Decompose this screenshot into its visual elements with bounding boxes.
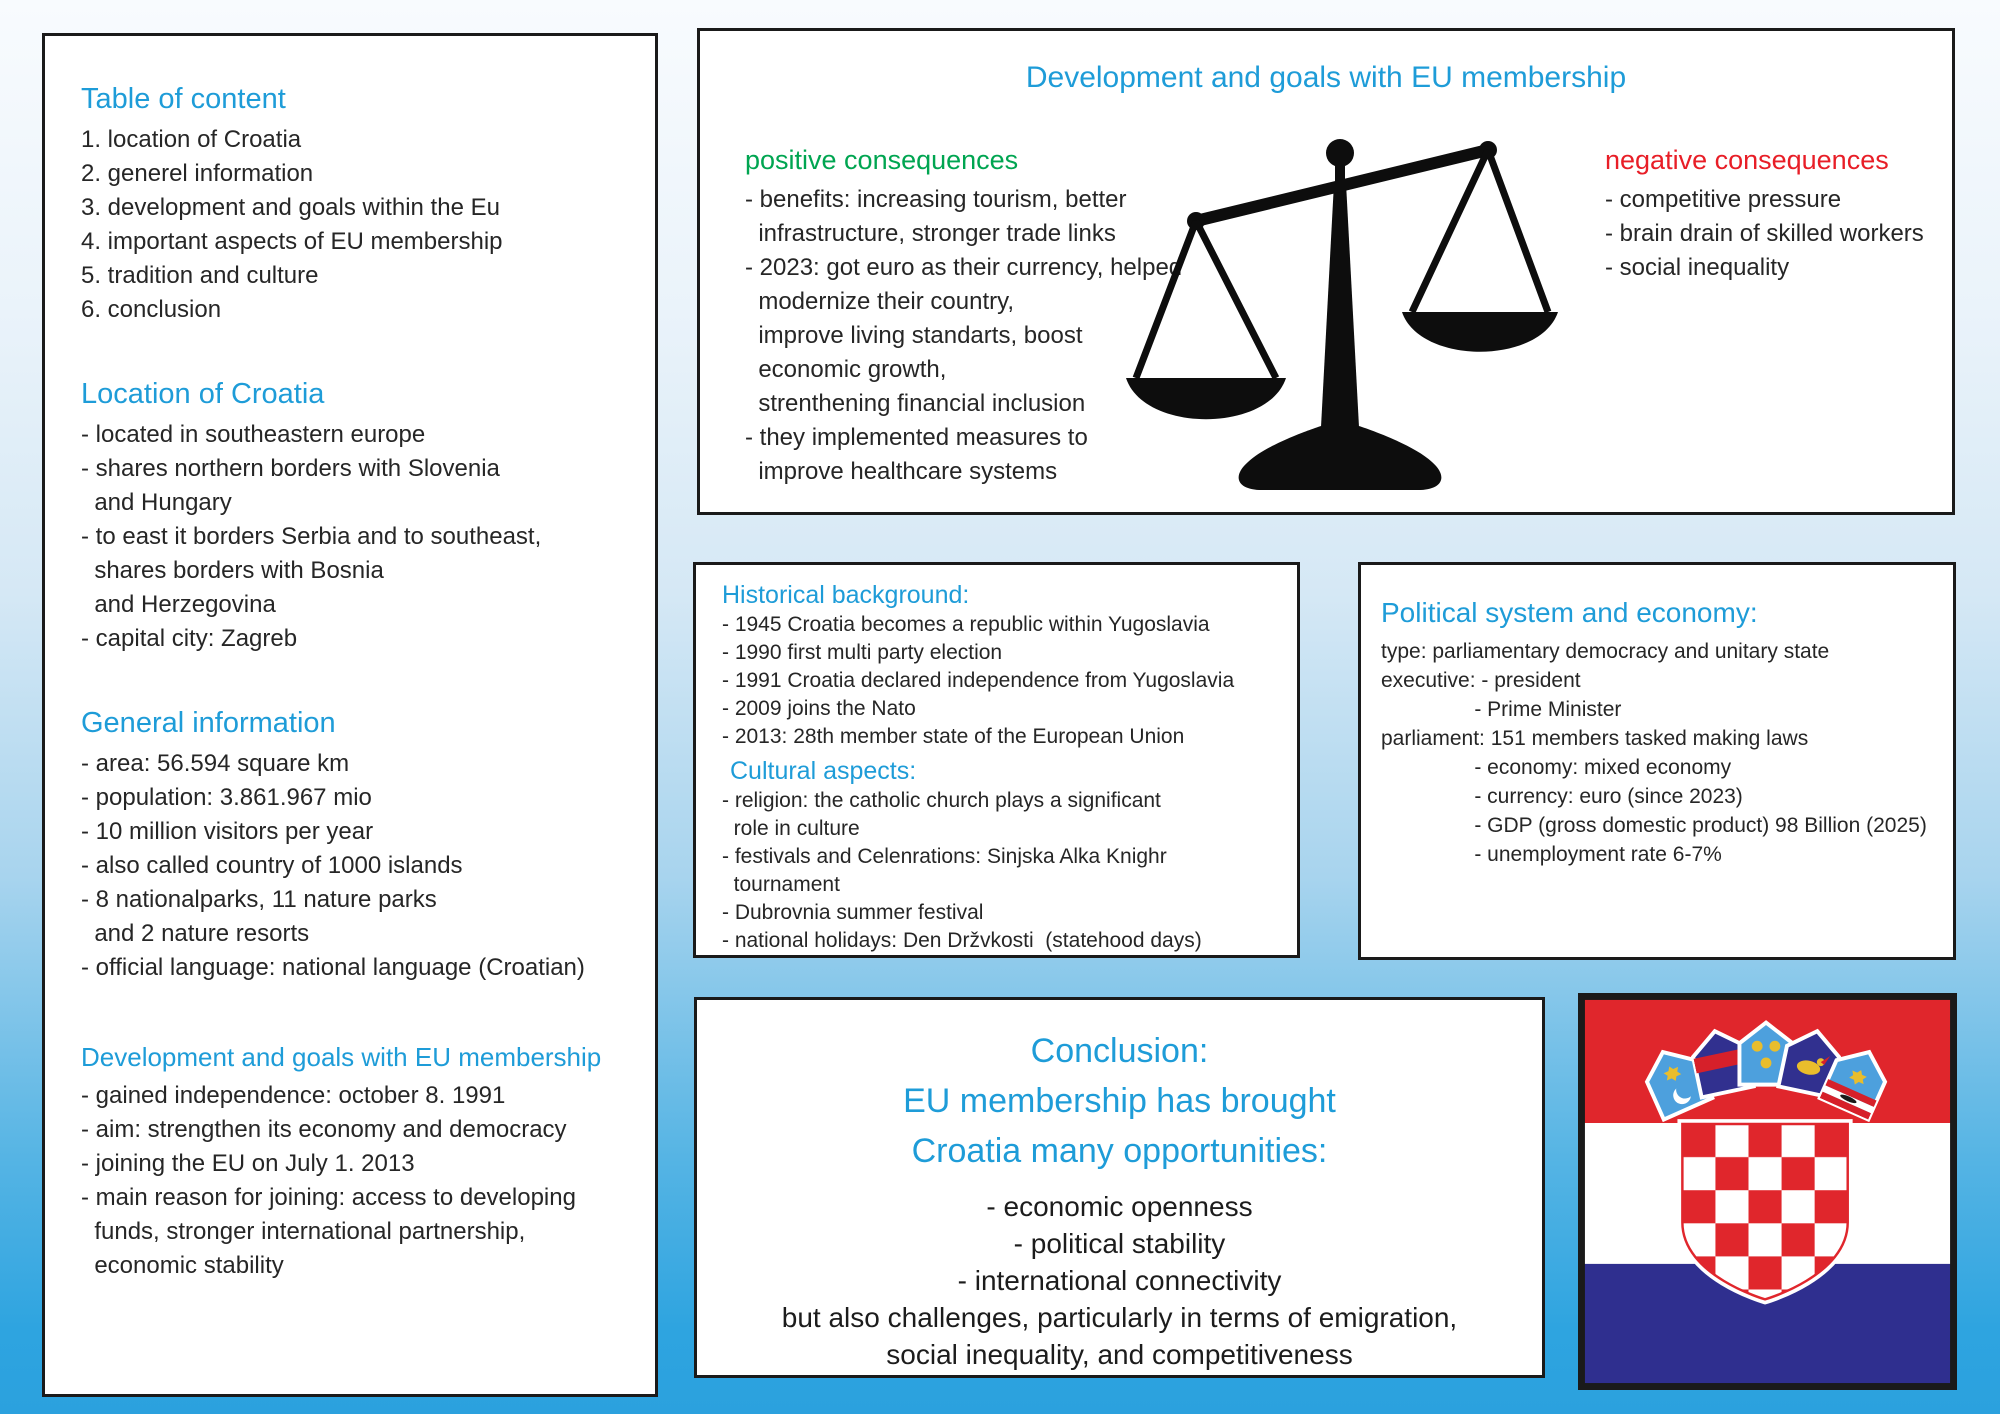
text-line: - located in southeastern europe: [81, 421, 426, 448]
text-line: - shares northern borders with Slovenia: [81, 455, 500, 482]
text-line: and 2 nature resorts: [81, 920, 310, 947]
text-line: 2. generel information: [81, 160, 314, 187]
conclusion-body: [697, 1188, 1542, 1373]
text-line: - brain drain of skilled workers: [1605, 220, 1924, 247]
negative-consequences-title: negative consequences: [1605, 145, 1889, 175]
text-line: - 10 million visitors per year: [81, 818, 374, 845]
text-line: Croatia many opportunities:: [911, 1132, 1328, 1170]
development-list: [81, 1079, 627, 1283]
text-line: improve living standarts, boost: [745, 322, 1083, 349]
text-line: 4. important aspects of EU membership: [81, 228, 503, 255]
text-line: 3. development and goals within the Eu: [81, 194, 500, 221]
text-line: - gained independence: october 8. 1991: [81, 1082, 506, 1109]
text-line: - 2009 joins the Nato: [722, 697, 916, 720]
text-line: - 1991 Croatia declared independence from Yugoslavia: [722, 669, 1235, 692]
text-line: - also called country of 1000 islands: [81, 852, 463, 879]
location-title: Location of Croatia: [81, 378, 325, 410]
text-line: role in culture: [722, 817, 860, 840]
text-line: - 2013: 28th member state of the European Union: [722, 725, 1185, 748]
text-line: - to east it borders Serbia and to southeast,: [81, 523, 542, 550]
text-line: economic growth,: [745, 356, 947, 383]
text-line: - national holidays: Den Držvkosti (statehood days): [722, 929, 1202, 952]
cultural-aspects-list: [722, 787, 1277, 955]
text-line: - religion: the catholic church plays a significant: [722, 789, 1161, 812]
text-line: shares borders with Bosnia: [81, 557, 384, 584]
text-line: executive: - president: [1381, 669, 1581, 692]
text-line: - population: 3.861.967 mio: [81, 784, 372, 811]
text-line: 1. location of Croatia: [81, 126, 302, 153]
text-line: - 1945 Croatia becomes a republic within Yugoslavia: [722, 613, 1210, 636]
text-line: infrastructure, stronger trade links: [745, 220, 1116, 247]
text-line: - social inequality: [1605, 254, 1790, 281]
text-line: - 1990 first multi party election: [722, 641, 1003, 664]
text-line: Conclusion:: [1030, 1032, 1209, 1070]
text-line: - international connectivity: [957, 1265, 1282, 1296]
text-line: strenthening financial inclusion: [745, 390, 1086, 417]
history-culture-panel: [693, 562, 1300, 958]
text-line: funds, stronger international partnership,: [81, 1218, 526, 1245]
text-line: 6. conclusion: [81, 296, 222, 323]
toc-list: [81, 123, 627, 327]
text-line: social inequality, and competitiveness: [886, 1339, 1353, 1370]
political-economy-title: Political system and economy:: [1381, 597, 1758, 628]
text-line: - area: 56.594 square km: [81, 750, 350, 777]
text-line: 5. tradition and culture: [81, 262, 319, 289]
text-line: - economic openness: [986, 1191, 1253, 1222]
conclusion-panel: [694, 997, 1545, 1378]
political-economy-panel: [1358, 562, 1956, 960]
croatia-flag-icon: [1581, 996, 1954, 1387]
text-line: - GDP (gross domestic product) 98 Billion (2025): [1381, 814, 1927, 837]
text-line: - official language: national language (Croatian): [81, 954, 585, 981]
general-info-list: [81, 747, 627, 985]
toc-title: Table of content: [81, 83, 286, 115]
negative-consequences-block: [1605, 143, 1945, 285]
text-line: but also challenges, particularly in terms of emigration,: [781, 1302, 1458, 1333]
text-line: and Hungary: [81, 489, 232, 516]
text-line: EU membership has brought: [903, 1082, 1336, 1120]
negative-consequences-list: [1605, 183, 1945, 285]
text-line: - 8 nationalparks, 11 nature parks: [81, 886, 437, 913]
general-info-title: General information: [81, 707, 336, 739]
political-economy-list: [1381, 637, 1939, 869]
text-line: improve healthcare systems: [745, 458, 1058, 485]
left-panel: [42, 33, 658, 1397]
text-line: - Prime Minister: [1381, 698, 1622, 721]
text-line: - 2023: got euro as their currency, helped: [745, 254, 1183, 281]
eu-panel-title: Development and goals with EU membership: [1025, 61, 1627, 94]
development-title: Development and goals with EU membership: [81, 1042, 602, 1072]
text-line: - economy: mixed economy: [1381, 756, 1732, 779]
text-line: economic stability: [81, 1252, 284, 1279]
text-line: - competitive pressure: [1605, 186, 1842, 213]
text-line: type: parliamentary democracy and unitary state: [1381, 640, 1830, 663]
text-line: - joining the EU on July 1. 2013: [81, 1150, 415, 1177]
text-line: - festivals and Celenrations: Sinjska Alka Knighr: [722, 845, 1167, 868]
location-list: [81, 418, 627, 656]
eu-membership-panel: [697, 28, 1955, 515]
text-line: parliament: 151 members tasked making laws: [1381, 727, 1809, 750]
positive-consequences-title: positive consequences: [745, 145, 1019, 175]
historical-background-title: Historical background:: [722, 581, 970, 609]
text-line: - aim: strengthen its economy and democracy: [81, 1116, 567, 1143]
text-line: - political stability: [1013, 1228, 1226, 1259]
text-line: modernize their country,: [745, 288, 1015, 315]
text-line: - Dubrovnia summer festival: [722, 901, 984, 924]
flag-panel: [1578, 993, 1957, 1390]
text-line: - currency: euro (since 2023): [1381, 785, 1743, 808]
text-line: - main reason for joining: access to developing: [81, 1184, 576, 1211]
balance-scale-icon: [1120, 91, 1580, 511]
text-line: - unemployment rate 6-7%: [1381, 843, 1722, 866]
text-line: and Herzegovina: [81, 591, 276, 618]
text-line: - benefits: increasing tourism, better: [745, 186, 1127, 213]
text-line: - they implemented measures to: [745, 424, 1088, 451]
historical-background-list: [722, 611, 1277, 751]
text-line: - capital city: Zagreb: [81, 625, 298, 652]
conclusion-heading: [697, 1026, 1542, 1176]
text-line: tournament: [722, 873, 840, 896]
cultural-aspects-title: Cultural aspects:: [730, 757, 917, 785]
